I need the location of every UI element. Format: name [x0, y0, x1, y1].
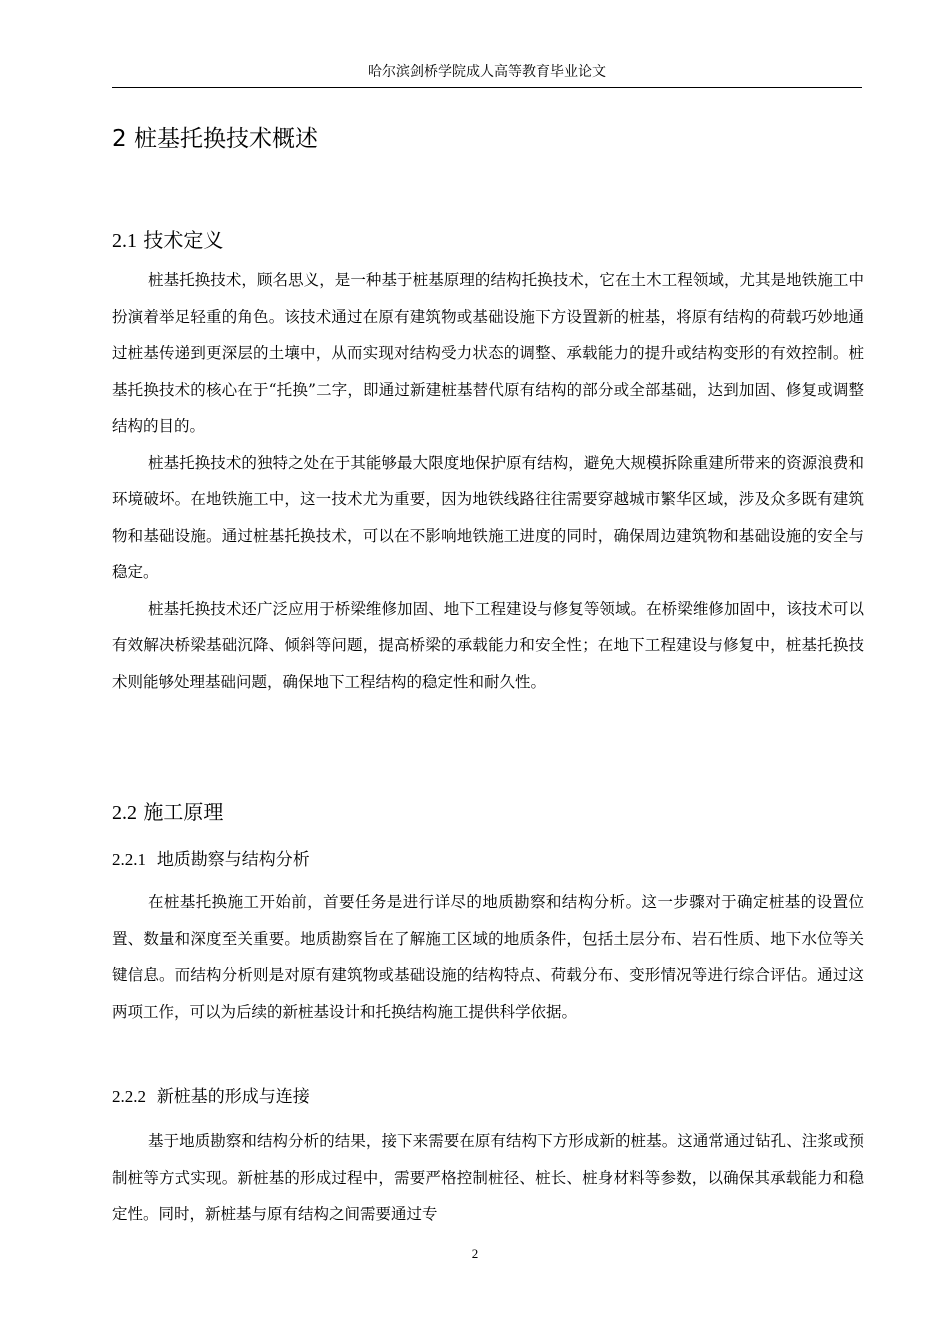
paragraph: 在桩基托换施工开始前，首要任务是进行详尽的地质勘察和结构分析。这一步骤对于确定桩基的设置位置、数量和深度至关重要。地质勘察旨在了解施工区域的地质条件，包括土层分布、岩石性质、地下水位等关键信息。而结构分析则是对原有建筑物或基础设施的结构特点、荷载分布、变形情况等进行综合评估。通过这两项工作，可以为后续的新桩基设计和托换结构施工提供科学依据。 [112, 893, 864, 1021]
paragraph: 桩基托换技术，顾名思义，是一种基于桩基原理的结构托换技术，它在土木工程领域，尤其是地铁施工中扮演着举足轻重的角色。该技术通过在原有建筑物或基础设施下方设置新的桩基，将原有结构的荷载巧妙地通过桩基传递到更深层的土壤中，从而实现对结构受力状态的调整、承载能力的提升或结构变形的有效控制。桩基托换技术的核心在于“托换”二字，即通过新建桩基替代原有结构的部分或全部基础，达到加固、修复或调整结构的目的。 [112, 271, 864, 435]
section-2-2-2-body [112, 1123, 864, 1233]
section-heading-2-1 [112, 225, 223, 256]
chapter-title: 2 桩基托换技术概述 [112, 126, 318, 152]
subsection-heading-2-2-2 [112, 1083, 310, 1111]
section-number: 2.2 [112, 802, 137, 824]
paragraph: 基于地质勘察和结构分析的结果，接下来需要在原有结构下方形成新的桩基。这通常通过钻孔、注浆或预制桩等方式实现。新桩基的形成过程中，需要严格控制桩径、桩长、桩身材料等参数，以确保其承载能力和稳定性。同时，新桩基与原有结构之间需要通过专 [112, 1132, 864, 1223]
subsection-heading-2-2-1 [112, 846, 310, 874]
paragraph: 桩基托换技术还广泛应用于桥梁维修加固、地下工程建设与修复等领域。在桥梁维修加固中，该技术可以有效解决桥梁基础沉降、倾斜等问题，提高桥梁的承载能力和安全性；在地下工程建设与修复中，桩基托换技术则能够处理基础问题，确保地下工程结构的稳定性和耐久性。 [112, 599, 864, 691]
header-rule [112, 87, 862, 88]
section-title: 技术定义 [143, 228, 224, 252]
section-2-2-1-body [112, 884, 864, 1030]
section-number: 2.1 [112, 230, 137, 252]
subsection-title: 地质勘察与结构分析 [156, 850, 310, 870]
subsection-title: 新桩基的形成与连接 [156, 1087, 310, 1107]
paragraph: 桩基托换技术的独特之处在于其能够最大限度地保护原有结构，避免大规模拆除重建所带来的资源浪费和环境破坏。在地铁施工中，这一技术尤为重要，因为地铁线路往往需要穿越城市繁华区域，涉及众多既有建筑物和基础设施。通过桩基托换技术，可以在不影响地铁施工进度的同时，确保周边建筑物和基础设施的安全与稳定。 [112, 453, 864, 581]
running-header: 哈尔滨剑桥学院成人高等教育毕业论文 [368, 64, 606, 80]
subsection-number: 2.2.2 [112, 1087, 146, 1106]
section-heading-2-2 [112, 797, 223, 828]
section-2-1-body [112, 262, 864, 700]
subsection-number: 2.2.1 [112, 850, 146, 869]
section-title: 施工原理 [143, 800, 224, 824]
page-number: 2 [471, 1246, 479, 1261]
